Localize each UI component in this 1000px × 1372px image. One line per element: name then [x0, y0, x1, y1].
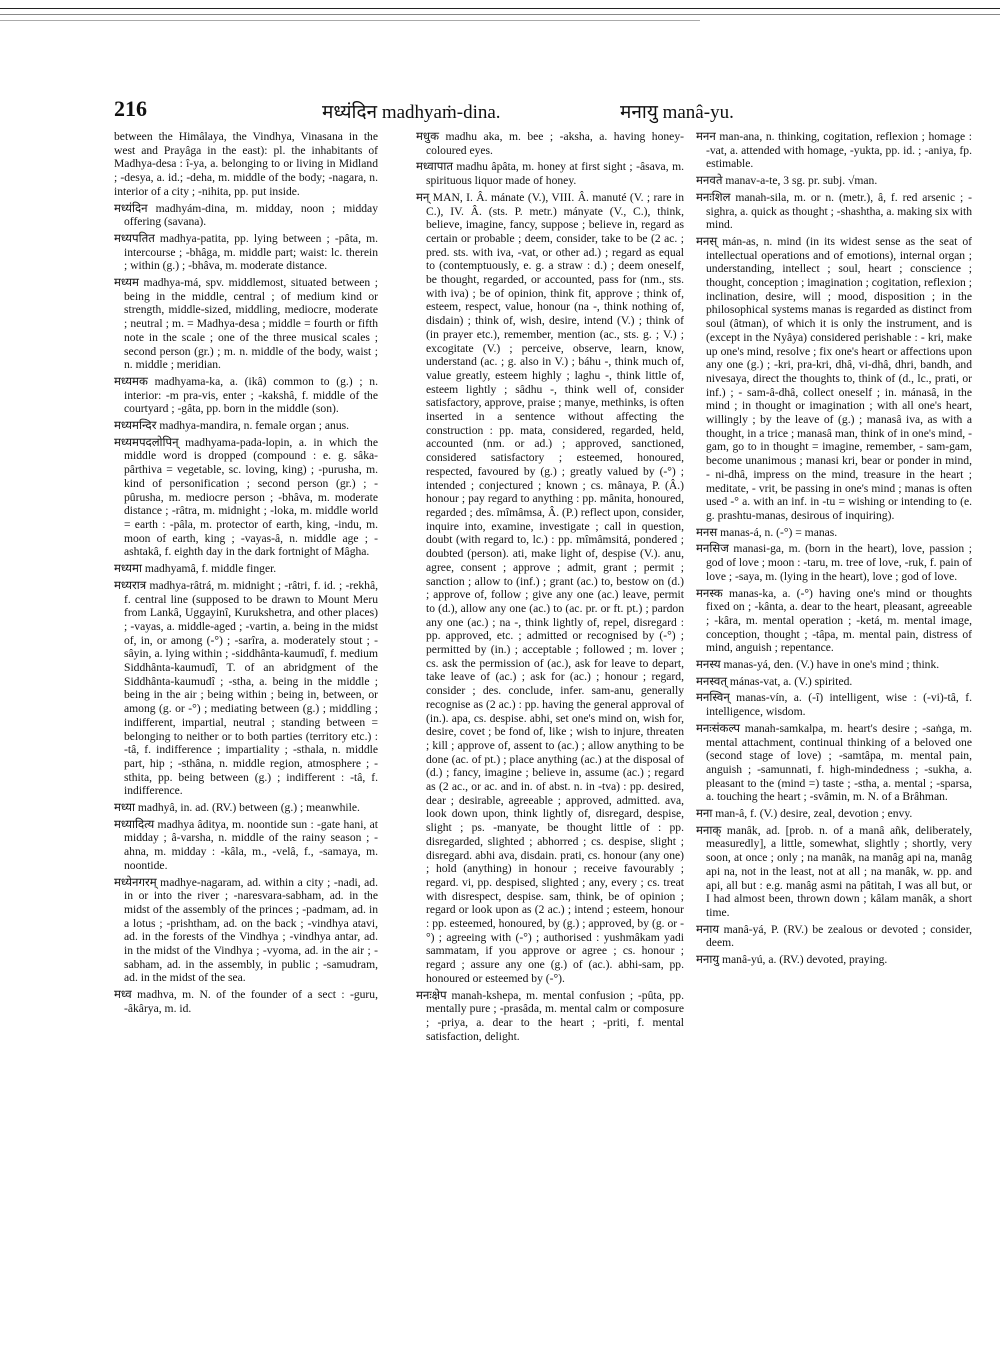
- dictionary-entry: मध्येनगरम् madhye-nagaram, ad. within a city ; -nadi, ad. in or into the river ; -naresvara-sabham, ad. in the midst of the assembly of the princes ; -padmam, ad. in a lotus ; -prishtham, ad. on the back ; -vindhya atavi, ad. in the forests of the Vindhya ; -vindhya antar, ad. in the midst of the Vindhya ; -vyoma, ad. in the air ; -sabham, ad. in the assembly, in public ; -samudram, ad. in the midst of the sea.: [114, 875, 378, 985]
- running-head-left: मध्यंदिन madhyaṁ-dina.: [322, 102, 501, 123]
- dictionary-entry: मनस्विन् manas-vín, a. (-î) intelligent, wise : (-vi)-tâ, f. intelligence, wisdom.: [696, 691, 972, 719]
- dictionary-entry: मनःशिल manah-sila, m. or n. (metr.), â, f. red arsenic ; -sighra, a. quick as thought ; -shashtha, a. making six with mind.: [696, 190, 972, 232]
- dictionary-entry: मनस्य manas-yá, den. (V.) have in one's mind ; think.: [696, 658, 940, 672]
- dictionary-entry: मध्या madhyâ, in. ad. (RV.) between (g.) ; meanwhile.: [114, 801, 360, 815]
- dictionary-entry: मनस manas-á, n. (-°) = manas.: [696, 525, 838, 539]
- dictionary-entry: मनन man-ana, n. thinking, cogitation, reflexion ; homage : -vat, a. attended with homage, -yukta, pp. id. ; -aniya, fp. estimable.: [696, 130, 972, 171]
- column-1: [114, 130, 378, 1019]
- dictionary-entry: मध्यरात्र madhya-râtrá, m. midnight ; -râtri, f. id. ; -rekhâ, f. central line (supposed to be drawn to Mount Meru from Lankâ, Uggayinî, Kurukshetra, and other places) ; -vayas, a. middle-aged ; -vartin, a. being in the midst of, in, or among (-°) ; -sarîra, a. moderately stout ; -sâyin, a. lying within ; -siddhânta-kaumudî, f. medium Siddhânta-kaumudî, T. of an abridgment of the Siddhânta-kaumudî ; -stha, a. being in the middle ; being in the air ; being within ; being in, between, or among (g. or -°) ; mediating between (g.) ; middling ; indifferent, impartial, neutral ; standing between = belonging to neither or to both parties (territory etc.) : -tâ, f. indifference ; impartiality ; -sthala, n. middle part, hip ; -sthâna, n. middle region, atmosphere ; -sthita, pp. being between (g.) ; indifferent : -tâ, f. indifference.: [114, 578, 378, 798]
- dictionary-columns: [114, 130, 976, 1280]
- dictionary-entry: between the Himâlaya, the Vindhya, Vinasana in the west and Prayâga in the east): pl. the inhabitants of Madhya-desa : î-ya, a. belonging to or living in Midland ; -desya, a. id.; -deha, m. middle of the body; -nagara, n. interior of a city ; -nihita, pp. put inside.: [114, 130, 378, 198]
- page-header: [0, 96, 1000, 128]
- dictionary-entry: मनाय manâ-yá, P. (RV.) be zealous or devoted ; consider, deem.: [696, 922, 972, 950]
- dictionary-entry: मनाक् manâk, ad. [prob. n. of a manâ añk, deliberately, measuredly], a little, somewhat, slightly ; shortly, very soon, at once ; only ; na manâk, na manâg api na, manâg api na, not in the least, not at all ; na manâk, w. pp. and api, all but : e.g. manâg asmi na pâtitah, I was all but, or I had almost been, thrown down ; kâlam manâk, a short time.: [696, 823, 972, 919]
- top-rule: [0, 8, 1000, 9]
- column-2: [416, 130, 684, 1046]
- dictionary-entry: मनःक्षेप manah-kshepa, m. mental confusion ; -pûta, pp. mentally pure ; -prasâda, m. mental calm or composure ; -priya, a. dear to the heart ; -priti, f. mental satisfaction, delight.: [416, 988, 684, 1043]
- dictionary-entry: मध्यमा madhyamâ, f. middle finger.: [114, 562, 277, 576]
- dictionary-entry: मध्यपतित madhya-patita, pp. lying between ; -pâta, m. intercourse ; -bhâga, m. middle part; waist: lc. therein ; within (g.) ; -bhâva, m. moderate distance.: [114, 231, 378, 273]
- dictionary-entry: मनस्वत् mánas-vat, a. (V.) spirited.: [696, 674, 853, 688]
- dictionary-entry: मध्यंदिन madhyám-dina, m. midday, noon ; midday offering (savana).: [114, 201, 378, 229]
- dictionary-entry: मधुक madhu aka, m. bee ; -aksha, a. having honey-coloured eyes.: [416, 130, 684, 157]
- dictionary-entry: मनसिज manasi-ga, m. (born in the heart), love, passion ; god of love ; moon : -taru, m. tree of love, -ruk, f. pain of love ; -saya, m. (lying in the heart), love ; god of love.: [696, 542, 972, 583]
- dictionary-entry: मध्यमक madhyama-ka, a. (ikâ) common to (g.) ; n. interior: -m pra-vis, enter ; -kakshâ, f. middle of the courtyard ; -gâta, pp. born in the middle (son).: [114, 374, 378, 416]
- dictionary-entry: मनस् mán-as, n. mind (in its widest sense as the seat of intellectual operations and of emotions), internal organ ; understanding, intellect ; soul, heart ; conscience ; thought, conception ; imagination ; cogitation, reflexion ; inclination, desire, will ; mood, disposition ; in the philosophical systems manas is regarded as distinct from soul (âtman), of which it is only the instrument, and is (except in the Nyâya) considered perishable : - kri, make up one's mind, resolve ; fix one's heart or affections upon any one (g.) ; -kri, pra-kri, dhâ, vi-dhâ, dhri, bandh, and nivesaya, direct the thoughts to, think of (d., lc., prati, or inf.) ; - sam-â-dhâ, collect oneself ; in. mánasâ, in the mind ; in thought or imagination ; with all one's heart, willingly ; by the leave of (g.) ; manasâ iva, as with a thought, in a trice ; manasâ man, think of in one's mind, - gam, go to in thought = imagine, remember, - sam-gam, become unanimous ; manasi kri, bear or ponder in mind, - ni-dhâ, impress on the mind, treasure in the heart ; meditate, - vrit, be passing in one's mind ; manas is often used -° a. with an inf. in -tu = wishing or intending to (e. g. prashtu-manas, desirous of inquiring).: [696, 234, 972, 522]
- dictionary-entry: मध्यमपदलोपिन् madhyama-pada-lopin, a. in which the middle word is dropped (compound : e. g. sâka-pârthiva = vegetable, sc. loving, king) ; -purusha, m. kind of personification ; second person (gr.) ; -pûrusha, m. mediocre person ; -bhâva, m. moderate distance ; -râtra, m. midnight ; -loka, m. middle world = earth : -pâla, m. protector of earth, king, -indu, m. moon of earth, king ; -vayas-â, n. middle age ; -ashtakâ, f. eighth day in the dark fortnight of Mâgha.: [114, 435, 378, 559]
- dictionary-entry: मनस्क manas-ka, a. (-°) having one's mind or thoughts fixed on ; -kânta, a. dear to the heart, pleasant, agreeable ; -kâra, m. mental operation ; -ketá, m. mental image, conception, thought ; -tâpa, m. mental pain, distress of mind, anguish ; repentance.: [696, 586, 972, 655]
- running-head-right: मनायु manâ-yu.: [620, 102, 734, 123]
- top-rule-3: [0, 20, 700, 21]
- dictionary-entry: मध्वापात madhu âpâta, m. honey at first sight ; -âsava, m. spirituous liquor made of honey.: [416, 160, 684, 188]
- column-3: [696, 130, 972, 970]
- dictionary-entry: मध्यमन्दिर madhya-mandira, n. female organ ; anus.: [114, 419, 350, 433]
- dictionary-entry: मना man-â, f. (V.) desire, zeal, devotion ; envy.: [696, 807, 913, 821]
- dictionary-entry: मध्यम madhya-má, spv. middlemost, situated between ; being in the middle, central ; of medium kind or strength, middle-sized, middling, mediocre, moderate ; neutral ; m. = Madhya-desa ; middle = fourth or fifth note in the scale ; one of the three musical scales ; second person (gr.) ; m. n. middle of the body, waist ; n. middle ; meridian.: [114, 276, 378, 372]
- dictionary-entry: मध्व madhva, m. N. of the founder of a sect : -guru, -âkârya, m. id.: [114, 988, 378, 1015]
- dictionary-entry: मन् MAN, I. Â. mánate (V.), VIII. Â. manuté (V. ; rare in C.), IV. Â. (sts. P. metr.) mányate (V., C.), think, believe, imagine, fancy, suppose ; believe in, regard as certain or probable ; deem, consider, take to be (2 ac. ; pred. sts. with iva, -vat, or other ad.) ; regard as equal to (contemptuously, e. g. a straw : d.) ; deem oneself, be thought, regarded, or accounted, pass for (nm., sts. with iva) ; be of opinion, think fit, approve ; think of, esteem, respect, value, honour (na -, think nothing of, disdain) ; think of, wish, desire, intend (V.) ; think of (in prayer etc.), remember, mention (ac., sts. g. ; V.) ; excogitate (V.) ; perceive, observe, learn, know, understand (ac. ; g. also in V.) ; báhu -, think much of, value greatly, esteem highly ; laghu -, think little of, esteem lightly ; sâdhu -, think well of, consider satisfactory, approve, praise ; manye, methinks, is often inserted in a sentence without affecting the construction : pp. mata, considered, regarded, held, accounted (nm. or ad.) ; approved, sanctioned, considered satisfactory ; esteemed, honoured, respected, favoured by (g.) ; greatly valued by (-°) ; intended ; conjectured ; known ; cs. mânaya, P. (Â.) honour ; pay regard to anything : pp. mânita, honoured, regarded ; des. mîmâmsa, Â. (P.) reflect upon, consider, inquire into, examine, investigate ; call in question, doubt (with regard to, lc.) : pp. mîmâmsitá, pondered ; doubted (person). ati, make light of, despise (V.). anu, agree, consent ; approve ; admit, grant ; permit ; sanction ; allow to (inf.) ; grant (ac.) to, bestow on (d.) ; approve of, follow ; give any one (ac.) leave, permit to (d.), allow any one (ac.) to (ac. pr. or ft. pt.) ; pardon any one (ac.) ; na -, think lightly of, repel, disregard : pp. approved, etc. ; admitted or recognised by (-°) ; permitted by (in.) ; acceptable ; followed ; m. lover ; cs. ask the permission of (ac.), ask for leave to depart, take leave of (ac.) ; ask for (ac.) ; honour ; regard, consider ; des. conclude, infer. sam-anu, generally recognise as (2 ac.) : pp. having the general approval of (in.). apa, cs. despise. abhi, set one's mind on, wish for, desire, covet ; be fond of, like ; wish to injure, threaten ; kill ; approve of, assent to (ac.) ; allow anything to be done (ac. of pt.) ; place anything (ac.) at the disposal of (d.) ; fancy, imagine ; believe in, assume (ac.) ; regard as (2 ac., or ac. and in. of abst. n. in -tva) : pp. desired, dear ; desirable, agreeable ; approved, admitted. ava, look down upon, think lightly of, disregard, despise, slight ; ps. -manyate, be thought little of : pp. disregarded, slighted ; abhorred ; cs. despise, slight ; disregard. abhi ava, disdain. prati, cs. honour (any one) ; hold (anything) in honour ; receive favourably ; regard. vi, pp. despised, slighted ; any, every ; cs. treat with disrespect, despise. sam, think, be of opinion ; regard or look upon as (2 ac.) ; intend ; esteem, honour : pp. esteemed, honoured, by (g.) ; approved, by (g. or -°) ; agreeing with (-°) ; authorised : yushmâkam yadi sammatam, if you approve or agree ; cs. honour ; regard ; assure any one (g.) of (ac.). abhi-sam, pp. honoured or esteemed by (-°).: [416, 190, 684, 985]
- top-rule-2: [0, 14, 1000, 15]
- dictionary-entry: मनःसंकल्प manah-samkalpa, m. heart's desire ; -saṅga, m. mental attachment, continual thinking of a beloved one (second stage of love) ; -samtâpa, m. mental pain, anguish ; -samunnati, f. high-mindedness ; -sukha, a. pleasant to the (mind =) taste ; -stha, a. mental ; -sparsa, a. touching the heart ; -svâmin, m. N. of a Brâhman.: [696, 721, 972, 804]
- dictionary-entry: मध्यादित्य madhya âditya, m. noontide sun : -gate hani, at midday ; â-varsha, n. middle of the rainy season ; -ahna, m. midday : -kâla, m., -velâ, f., -samaya, m. noontide.: [114, 817, 378, 872]
- dictionary-entry: मनवते manav-a-te, 3 sg. pr. subj. √man.: [696, 174, 878, 188]
- dictionary-entry: मनायु manâ-yú, a. (RV.) devoted, praying.: [696, 953, 888, 967]
- page-number: 216: [114, 96, 147, 121]
